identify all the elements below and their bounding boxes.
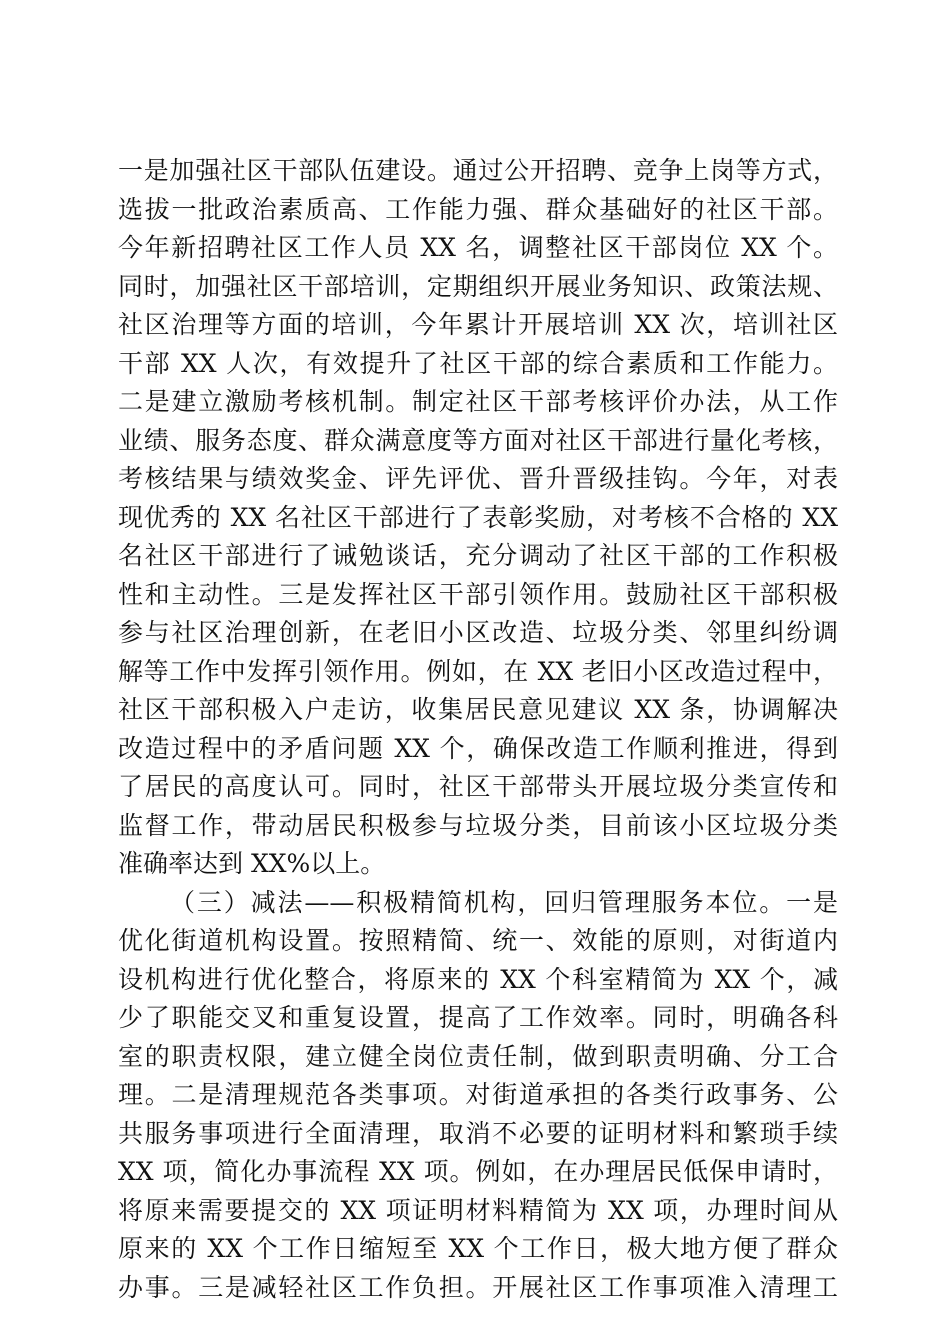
text-line: 理。二是清理规范各类事项。对街道承担的各类行政事务、公 (118, 1080, 838, 1109)
text-line: 业绩、服务态度、群众满意度等方面对社区干部进行量化考核， (118, 425, 838, 455)
text-line: 原来的 XX 个工作日缩短至 XX 个工作日，极大地方便了群众 (118, 1234, 838, 1263)
text-line: 监督工作，带动居民积极参与垃圾分类，目前该小区垃圾分类 (118, 810, 838, 840)
text-line: 性和主动性。三是发挥社区干部引领作用。鼓励社区干部积极 (118, 579, 838, 609)
text-line: 共服务事项进行全面清理，取消不必要的证明材料和繁琐手续 (118, 1118, 838, 1148)
text-line: 参与社区治理创新，在老旧小区改造、垃圾分类、邻里纠纷调 (118, 618, 838, 647)
text-line: 室的职责权限，建立健全岗位责任制，做到职责明确、分工合 (118, 1041, 838, 1071)
text-line: 选拔一批政治素质高、工作能力强、群众基础好的社区干部。 (118, 194, 838, 224)
text-line: 改造过程中的矛盾问题 XX 个，确保改造工作顺利推进，得到 (118, 733, 838, 763)
text-line: 现优秀的 XX 名社区干部进行了表彰奖励，对考核不合格的 XX (118, 502, 838, 532)
text-line: 了居民的高度认可。同时，社区干部带头开展垃圾分类宣传和 (118, 772, 838, 801)
text-line: 名社区干部进行了诫勉谈话，充分调动了社区干部的工作积极 (118, 541, 838, 570)
text-line: 准确率达到 XX%以上。 (118, 849, 386, 878)
text-line: 同时，加强社区干部培训，定期组织开展业务知识、政策法规、 (118, 271, 838, 301)
text-line: 社区干部积极入户走访，收集居民意见建议 XX 条，协调解决 (118, 695, 838, 724)
text-line: 二是建立激励考核机制。制定社区干部考核评价办法，从工作 (118, 387, 838, 416)
text-line: 解等工作中发挥引领作用。例如，在 XX 老旧小区改造过程中， (118, 656, 838, 686)
text-line: （三）减法——积极精简机构，回归管理服务本位。一是 (170, 887, 838, 917)
text-line: XX 项，简化办事流程 XX 项。例如，在办理居民低保申请时， (118, 1157, 838, 1186)
text-line: 今年新招聘社区工作人员 XX 名，调整社区干部岗位 XX 个。 (118, 233, 838, 262)
text-line: 考核结果与绩效奖金、评先评优、晋升晋级挂钩。今年，对表 (118, 464, 838, 493)
text-line: 设机构进行优化整合，将原来的 XX 个科室精简为 XX 个，减 (118, 964, 838, 994)
text-line: 办事。三是减轻社区工作负担。开展社区工作事项准入清理工 (118, 1272, 838, 1302)
text-line: 社区治理等方面的培训，今年累计开展培训 XX 次，培训社区 (118, 310, 838, 339)
text-line: 干部 XX 人次，有效提升了社区干部的综合素质和工作能力。 (118, 348, 838, 378)
text-line: 将原来需要提交的 XX 项证明材料精简为 XX 项，办理时间从 (118, 1195, 838, 1225)
text-line: 少了职能交叉和重复设置，提高了工作效率。同时，明确各科 (118, 1003, 838, 1032)
text-line: 一是加强社区干部队伍建设。通过公开招聘、竞争上岗等方式， (118, 156, 838, 185)
body-text (118, 152, 838, 1307)
text-line: 优化街道机构设置。按照精简、统一、效能的原则，对街道内 (118, 926, 838, 955)
